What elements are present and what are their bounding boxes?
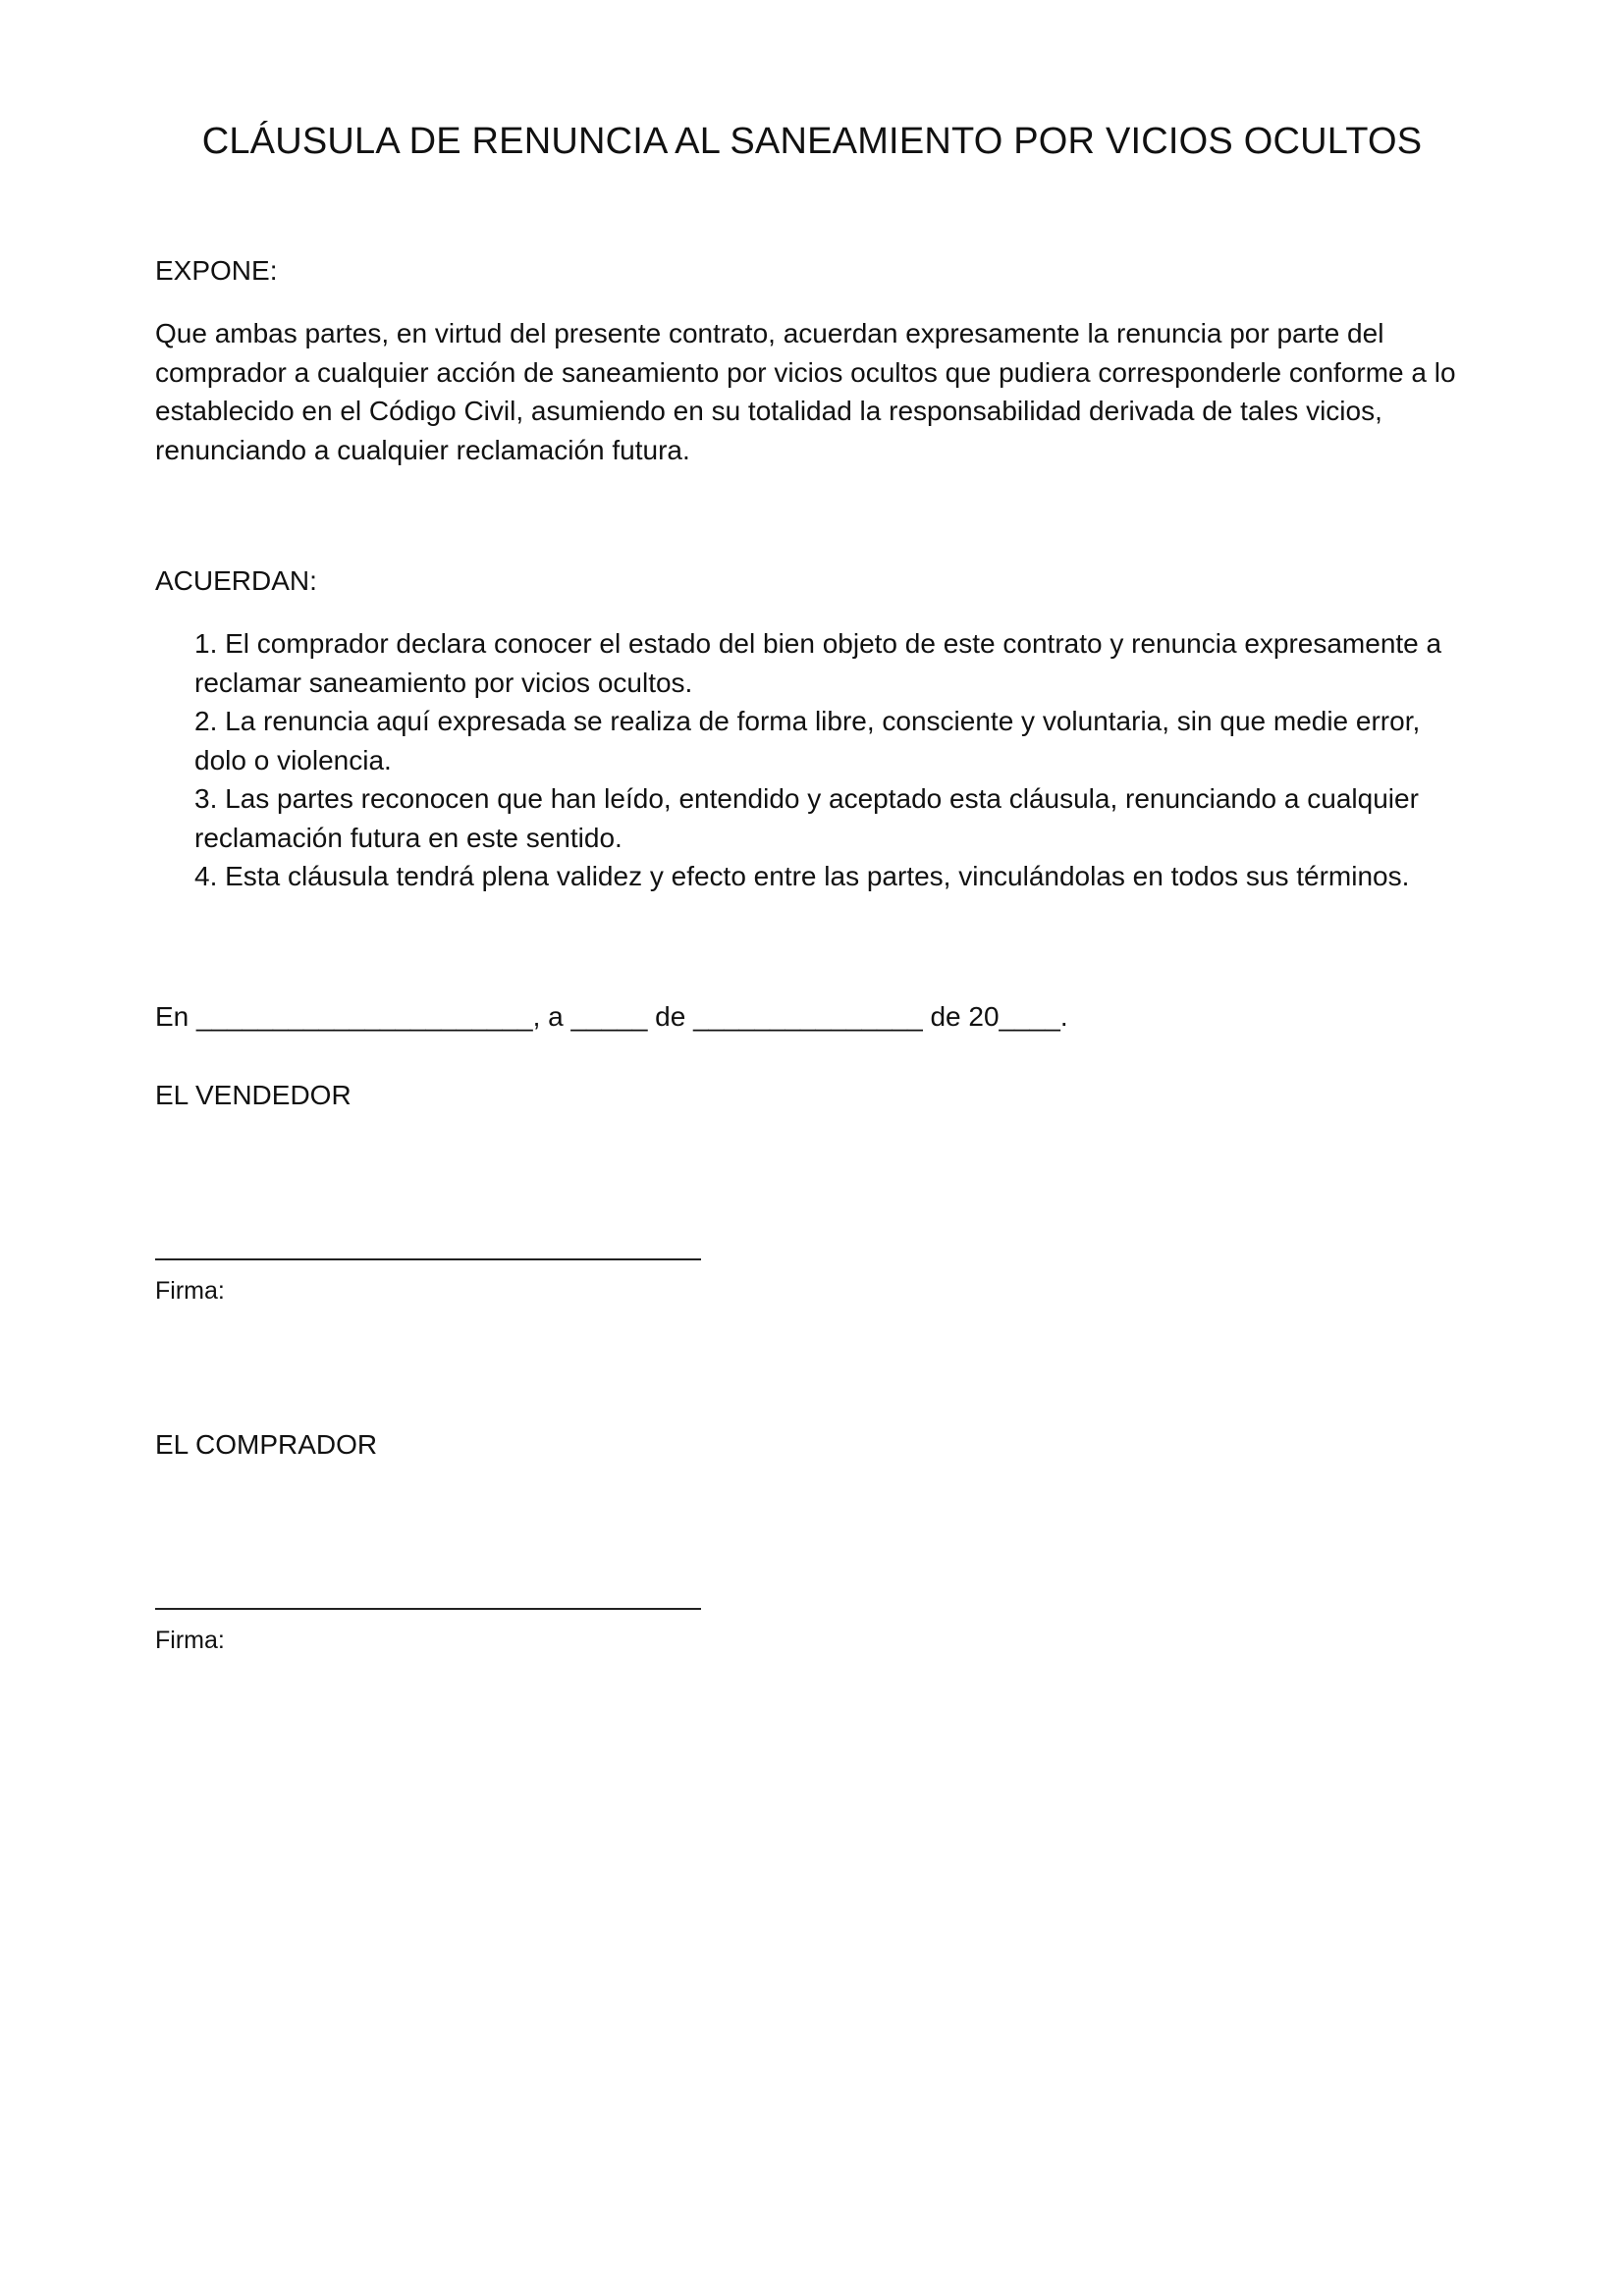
expone-label: EXPONE:	[155, 255, 278, 286]
place-date-line: En ______________________, a _____ de _______________ de 20____.	[155, 1001, 1068, 1032]
buyer-signature-line	[155, 1608, 701, 1610]
acuerdan-label: ACUERDAN:	[155, 565, 317, 596]
agreement-item: 2. La renuncia aquí expresada se realiza de forma libre, consciente y voluntaria, sin que medie error, dolo o violencia.	[194, 706, 1421, 775]
agreement-item: 1. El comprador declara conocer el estado del bien objeto de este contrato y renuncia expresamente a reclamar saneamiento por vicios ocultos.	[194, 628, 1442, 698]
document-title: CLÁUSULA DE RENUNCIA AL SANEAMIENTO POR VICIOS OCULTOS	[201, 121, 1423, 162]
seller-signature-label: Firma:	[155, 1277, 225, 1305]
buyer-label: EL COMPRADOR	[155, 1429, 378, 1460]
agreement-item: 4. Esta cláusula tendrá plena validez y efecto entre las partes, vinculándolas en todos sus términos.	[194, 861, 1410, 891]
expone-paragraph: Que ambas partes, en virtud del presente contrato, acuerdan expresamente la renuncia por parte del comprador a cualquier acción de saneamiento por vicios ocultos que pudiera corresponderle conforme a lo establecido en el Código Civil, asumiendo en su totalidad la responsabilidad derivada de tales vicios, renunciando a cualquier reclamación futura.	[155, 318, 1456, 465]
seller-label: EL VENDEDOR	[155, 1080, 352, 1110]
buyer-signature-label: Firma:	[155, 1627, 225, 1654]
agreement-item: 3. Las partes reconocen que han leído, entendido y aceptado esta cláusula, renunciando a cualquier reclamación futura en este sentido.	[194, 783, 1419, 853]
agreements-list	[194, 624, 1471, 896]
seller-signature-line	[155, 1258, 701, 1260]
